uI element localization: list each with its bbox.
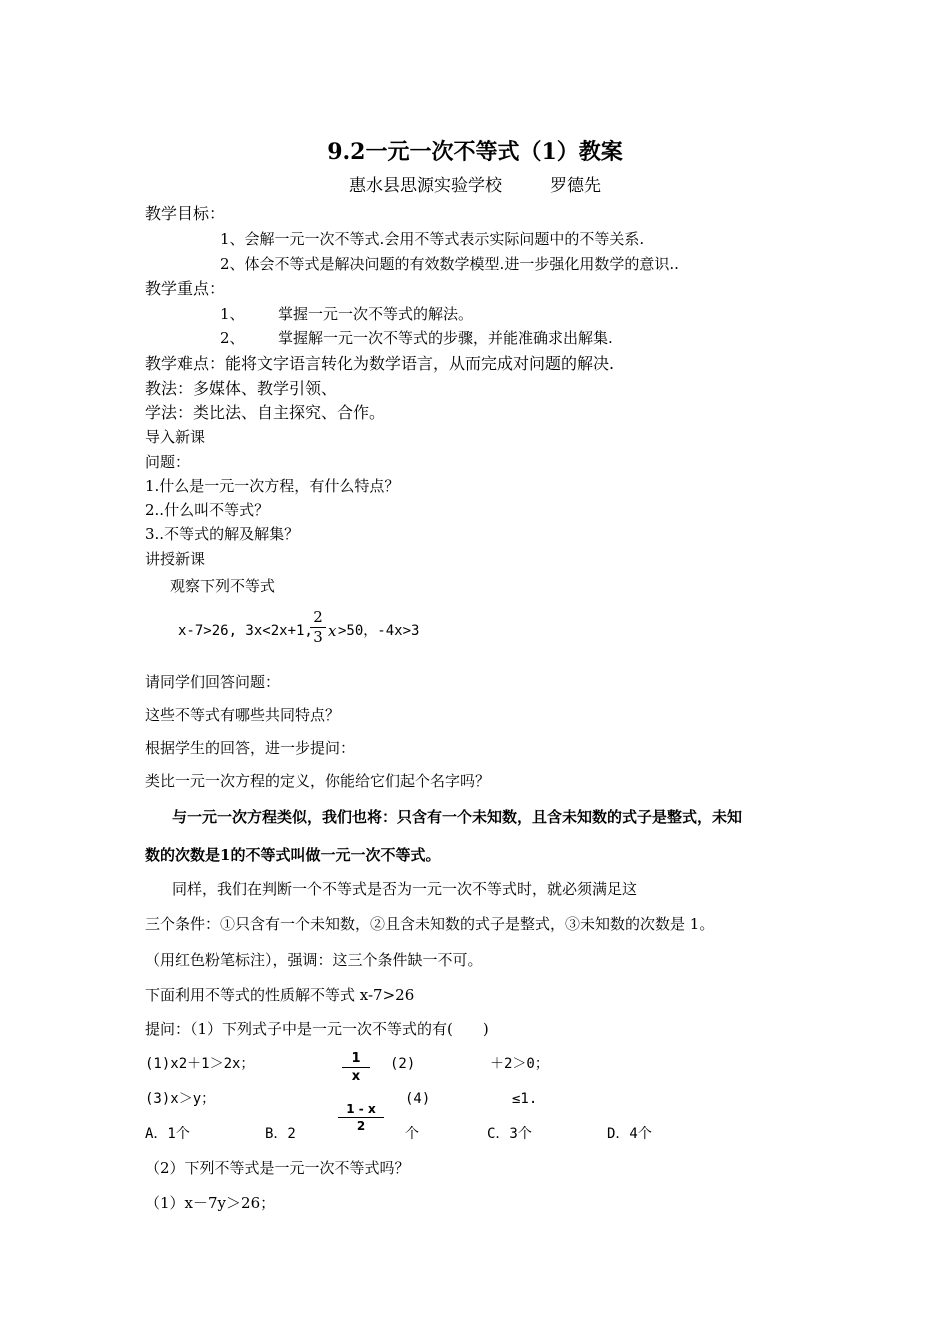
document-title: 9.2一元一次不等式（1）教案 [327, 139, 623, 165]
lecture-paragraph: 请同学们回答问题： [145, 673, 281, 691]
exercise-option: (1)x2＋1＞2x； [145, 1056, 255, 1072]
goals-heading: 教学目标： [145, 204, 226, 223]
fraction-one-minus-x-over-two [338, 1103, 384, 1132]
fraction-one-over-x [342, 1052, 370, 1083]
exercise-option: (4) [405, 1091, 431, 1107]
goal-item: 1、会解一元一次不等式.会用不等式表示实际问题中的不等关系. [220, 230, 645, 248]
choice-c: C．3个 [487, 1126, 532, 1142]
fraction-numerator: 1 - x [346, 1102, 376, 1116]
keypoint-number: 2、 [220, 329, 245, 347]
subtitle [0, 178, 950, 195]
inequality-list-a: x-7>26, 3x<2x+1, [178, 623, 313, 639]
choice-b-tail: 个 [405, 1126, 419, 1142]
fraction-bar [338, 1117, 384, 1118]
exercise-option-tail: ≤1. [512, 1091, 538, 1107]
exercise-option-tail: ＋2＞0； [490, 1056, 549, 1072]
fraction-bar [342, 1067, 370, 1068]
question-item: 2..什么叫不等式？ [145, 501, 270, 519]
keypoint-number: 1、 [220, 305, 245, 323]
lecture-heading: 讲授新课 [145, 550, 206, 568]
question-item: 1.什么是一元一次方程，有什么特点？ [145, 477, 400, 495]
lecture-paragraph: 根据学生的回答，进一步提问： [145, 739, 356, 757]
lecture-paragraph: 类比一元一次方程的定义，你能给它们起个名字吗？ [145, 772, 491, 790]
definition-line: 与一元一次方程类似，我们也将：只含有一个未知数，且含未知数的式子是整式，未知 [172, 808, 743, 826]
fraction-denominator: 3 [313, 628, 323, 646]
choice-b: B．2 [265, 1126, 296, 1142]
keypoint-text: 掌握解一元一次不等式的步骤，并能准确求出解集. [278, 329, 613, 347]
fraction-denominator: 2 [356, 1119, 366, 1133]
keypoints-heading: 教学重点： [145, 279, 226, 298]
observe-text: 观察下列不等式 [170, 577, 276, 595]
question-item: 3..不等式的解及解集？ [145, 525, 300, 543]
intro-heading: 导入新课 [145, 428, 206, 446]
exercise-question: 提问：（1）下列式子中是一元一次不等式的有( ) [145, 1020, 489, 1038]
lecture-paragraph: 这些不等式有哪些共同特点？ [145, 706, 341, 724]
author-name: 罗德先 [550, 176, 601, 196]
study-method: 学法：类比法、自主探究、合作。 [145, 403, 386, 422]
fraction-numerator: 1 [351, 1051, 361, 1066]
question-label: 问题： [145, 453, 191, 471]
conditions-line: 同样，我们在判断一个不等式是否为一元一次不等式时，就必须满足这 [172, 880, 638, 898]
choice-d: D．4个 [607, 1126, 652, 1142]
fraction-two-thirds [310, 610, 326, 645]
fraction-variable: x [328, 622, 337, 640]
difficulty: 教学难点：能将文字语言转化为数学语言，从而完成对问题的解决. [145, 354, 615, 373]
choice-a: A．1个 [145, 1126, 190, 1142]
keypoint-text: 掌握一元一次不等式的解法。 [278, 305, 474, 323]
conditions-line: 三个条件：①只含有一个未知数，②且含未知数的式子是整式，③未知数的次数是 1。 [145, 915, 715, 933]
exercise-item: （1）x－7y＞26； [145, 1194, 276, 1212]
solve-instruction: 下面利用不等式的性质解不等式 x-7>26 [145, 986, 415, 1004]
definition-line: 数的次数是1的不等式叫做一元一次不等式。 [145, 846, 441, 864]
goal-item: 2、体会不等式是解决问题的有效数学模型.进一步强化用数学的意识.. [220, 255, 679, 273]
exercise-option: (2) [390, 1056, 416, 1072]
teaching-method: 教法：多媒体、教学引领、 [145, 379, 338, 398]
inequality-list-b: >50，-4x>3 [338, 623, 420, 639]
exercise-question: （2）下列不等式是一元一次不等式吗？ [145, 1159, 410, 1177]
school-name: 惠水县思源实验学校 [349, 176, 502, 196]
exercise-option: (3)x＞y； [145, 1091, 216, 1107]
conditions-line: （用红色粉笔标注），强调：这三个条件缺一不可。 [145, 951, 483, 969]
fraction-numerator: 2 [313, 608, 323, 626]
fraction-denominator: x [351, 1069, 361, 1084]
